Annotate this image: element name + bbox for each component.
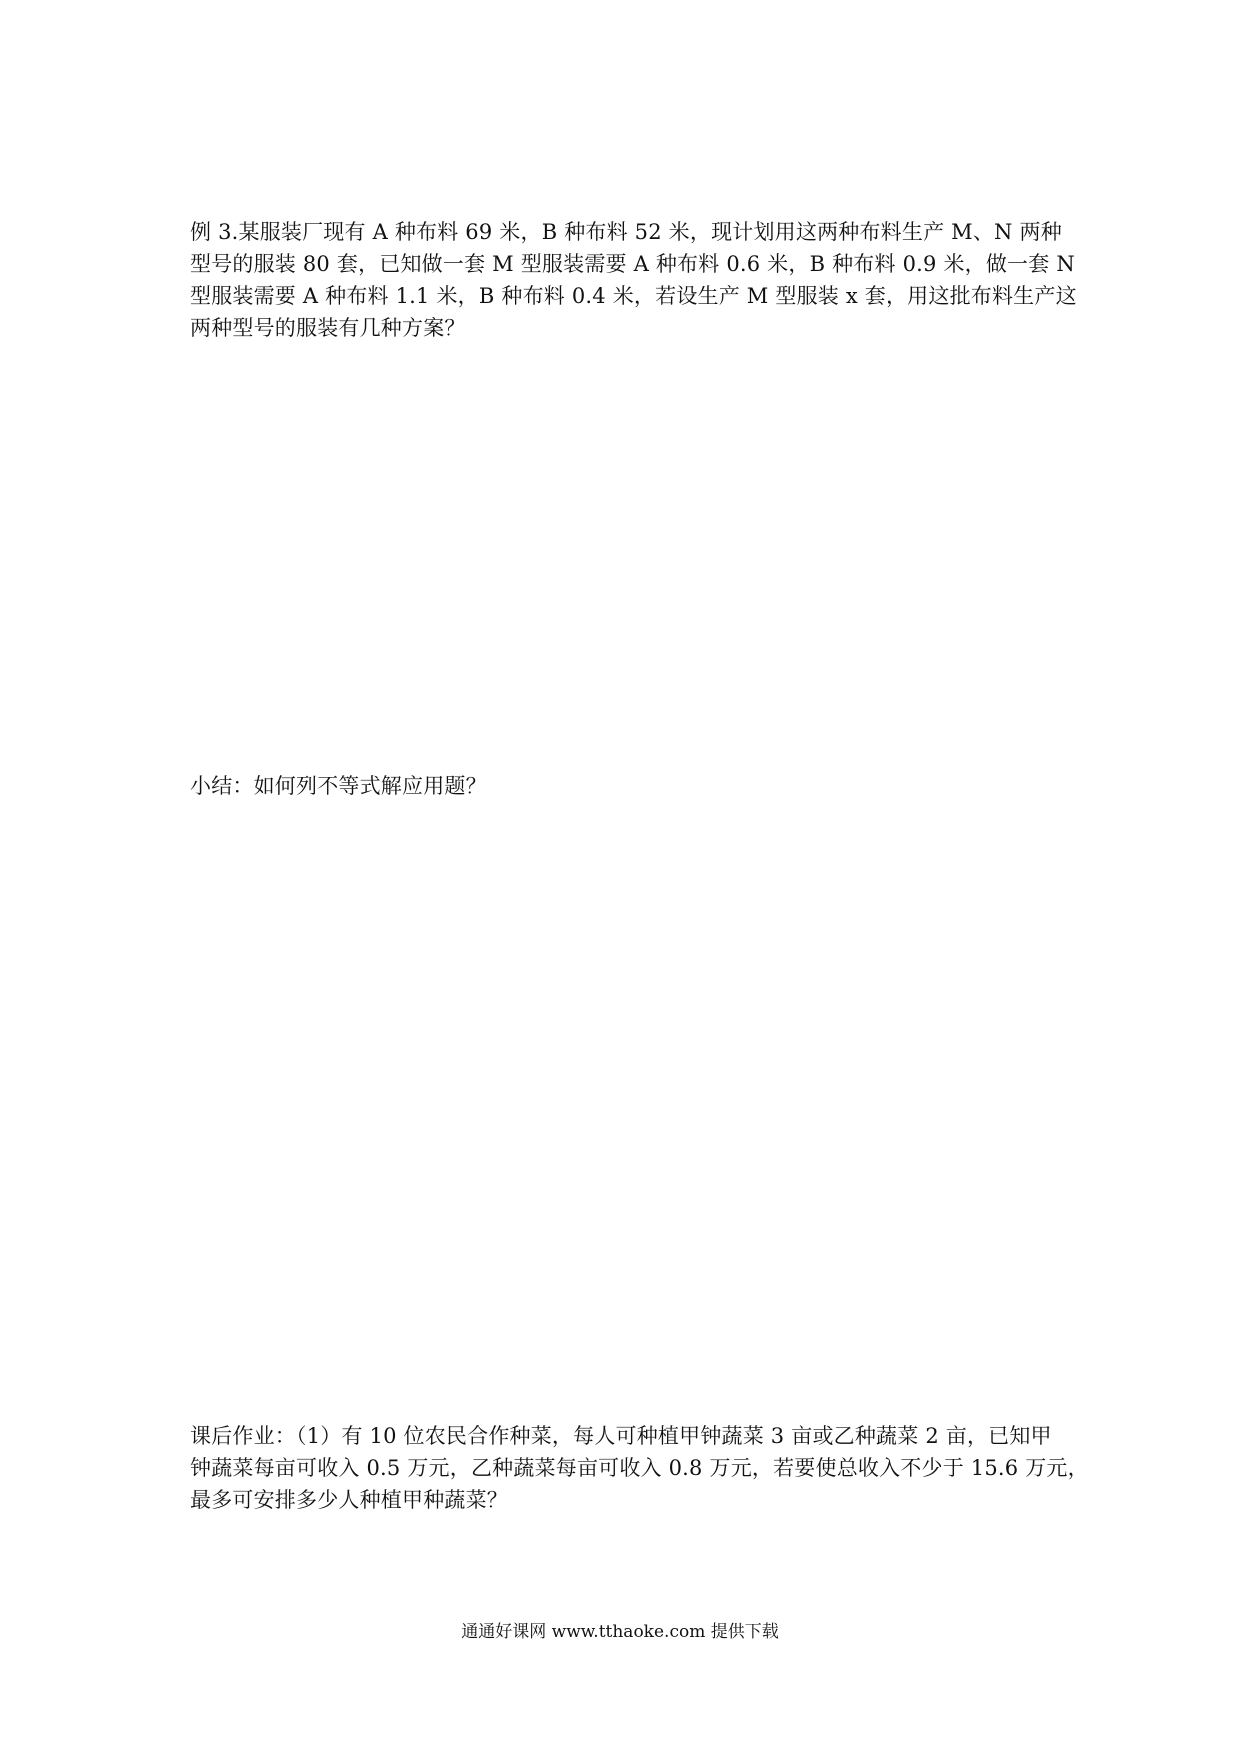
homework-line: 最多可安排多少人种植甲种蔬菜？: [190, 1488, 508, 1512]
example-3-problem: [190, 216, 1077, 344]
example-3-line: 例 3.某服装厂现有 A 种布料 69 米，B 种布料 52 米，现计划用这两种布料生产 M、N 两种: [190, 220, 1062, 244]
homework-line: 钟蔬菜每亩可收入 0.5 万元，乙种蔬菜每亩可收入 0.8 万元，若要使总收入不少于 15.6 万元，: [190, 1456, 1089, 1480]
example-3-line: 型号的服装 80 套，已知做一套 M 型服装需要 A 种布料 0.6 米，B 种布料 0.9 米，做一套 N: [190, 252, 1075, 276]
example-3-line: 两种型号的服装有几种方案？: [190, 316, 466, 340]
page-footer: 通通好课网 www.tthaoke.com 提供下载: [461, 1622, 779, 1642]
homework-line: 课后作业：（1）有 10 位农民合作种菜，每人可种植甲钟蔬菜 3 亩或乙种蔬菜 2 亩，已知甲: [190, 1424, 1052, 1448]
homework-problem: [190, 1420, 1089, 1516]
summary-line: 小结：如何列不等式解应用题？: [190, 774, 487, 798]
summary-section: [190, 770, 1060, 802]
example-3-line: 型服装需要 A 种布料 1.1 米，B 种布料 0.4 米，若设生产 M 型服装 x 套，用这批布料生产这: [190, 284, 1077, 308]
